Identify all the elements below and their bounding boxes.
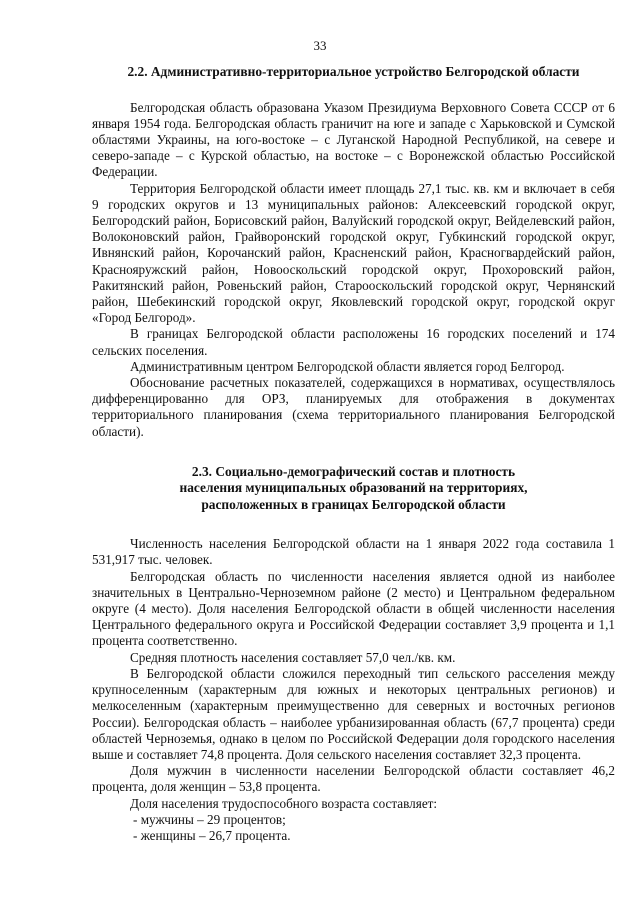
heading-line: населения муниципальных образований на территориях, xyxy=(179,480,528,496)
paragraph: Численность населения Белгородской области на 1 января 2022 года составила 1 531,917 тыс. человек. xyxy=(92,536,615,568)
paragraph: Административным центром Белгородской области является город Белгород. xyxy=(130,358,565,374)
paragraph: Доля мужчин в численности населении Белгородской области составляет 46,2 процента, доля женщин – 53,8 процента. xyxy=(92,763,615,795)
paragraph: В границах Белгородской области расположены 16 городских поселений и 174 сельских поселения. xyxy=(92,326,615,358)
heading-line: 2.3. Социально-демографический состав и плотность xyxy=(191,463,516,479)
section-heading-2-3 xyxy=(92,464,615,514)
section-heading-2-2: 2.2. Административно-территориальное устройство Белгородской области xyxy=(127,64,580,79)
paragraph: Доля населения трудоспособного возраста составляет: xyxy=(130,795,438,811)
paragraph: Обоснование расчетных показателей, содержащихся в нормативах, осуществлялось дифференцированно для ОРЗ, планируемых для отображения в документах территориального планирования (схема территориального планирования Белгородской области). xyxy=(92,374,615,439)
paragraph: Территория Белгородской области имеет площадь 27,1 тыс. кв. км и включает в себя 9 городских округов и 13 муниципальных районов: Алексеевский городской округ, Белгородский район, Борисовский район, Валуйский городской округ, Вейделевский район, Волоконовский район, Грайворонский городской округ, Губкинский городской округ, Ивнянский район, Корочанский район, Красненский район, Красногвардейский район, Краснояружский район, Новооскольский городской округ, Прохоровский район, Ракитянский район, Ровеньский район, Старооскольский городской округ, Чернянский район, Шебекинский городской округ, Яковлевский городской округ, городской округ «Город Белгород». xyxy=(92,180,615,326)
heading-line: расположенных в границах Белгородской области xyxy=(201,496,506,512)
paragraph: Белгородская область образована Указом Президиума Верховного Совета СССР от 6 января 1954 года. Белгородская область граничит на юге и западе с Харьковской и Сумской областями Украины, на юго-востоке – с Луганской Народной Республикой, на севере и северо-западе – с Курской областью, на востоке – с Воронежской областью Российской Федерации. xyxy=(92,99,615,180)
list-item: - мужчины – 29 процентов; xyxy=(133,811,286,827)
paragraph: В Белгородской области сложился переходный тип сельского расселения между крупноселенным (характерным для южных и некоторых центральных регионов) и мелкоселенным (характерным преимущественно для северных и восточных регионов России). Белгородская область – наиболее урбанизированная область (67,7 процента) среди областей Черноземья, однако в целом по Российской Федерации доля городского населения выше и составляет 74,8 процента. Доля сельского населения составляет 32,3 процента. xyxy=(92,665,615,762)
page-number: 33 xyxy=(313,38,327,53)
page-content xyxy=(92,64,615,844)
paragraph: Средняя плотность населения составляет 57,0 чел./кв. км. xyxy=(130,649,456,665)
list-item: - женщины – 26,7 процента. xyxy=(133,827,291,843)
paragraph: Белгородская область по численности населения является одной из наиболее значительных в Центрально-Черноземном районе (2 место) и Центральном федеральном округе (4 место). Доля населения Белгородской области в общей численности населения Центрального федерального округа и Российской Федерации составляет 3,9 процента и 1,1 процента соответственно. xyxy=(92,568,615,649)
